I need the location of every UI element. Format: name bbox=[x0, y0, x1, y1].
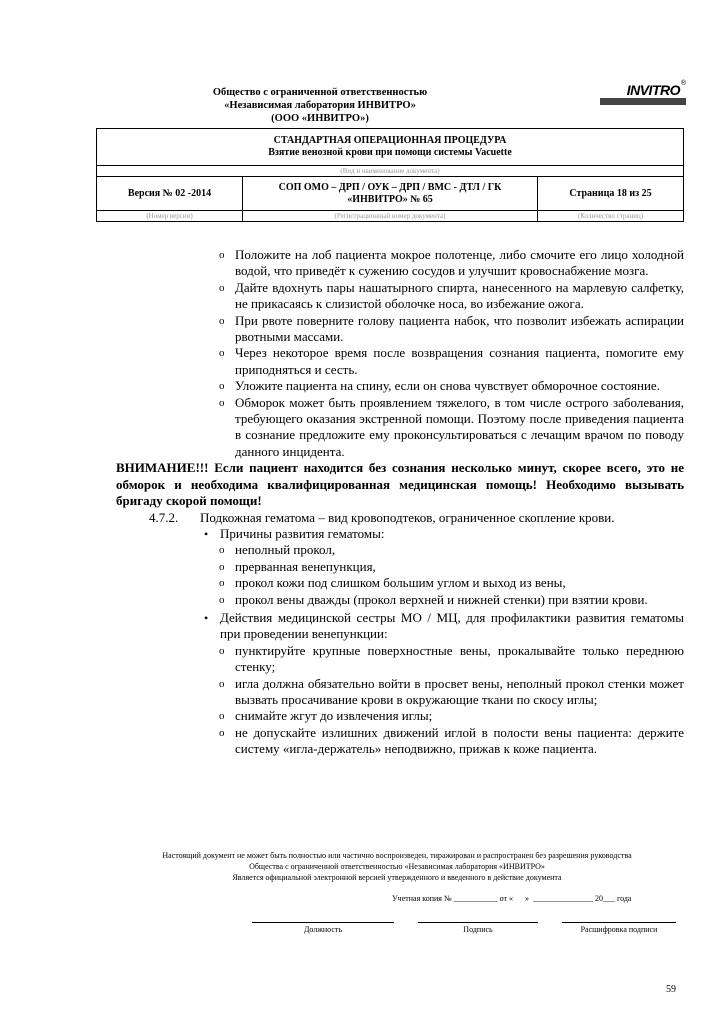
list-item bbox=[219, 542, 684, 558]
list-item-text: Уложите пациента на спину, если он снова чувствует обморочное состояние. bbox=[235, 378, 660, 394]
company-line-2: «Независимая лаборатория ИНВИТРО» bbox=[224, 100, 416, 111]
list-item-text: Положите на лоб пациента мокрое полотенце, либо смочите его лицо холодной водой, что приведёт к сужению сосудов и улучшит кровоснабжение мозга. bbox=[235, 247, 684, 279]
decode-signature-line bbox=[562, 922, 676, 923]
logo-bar bbox=[600, 98, 686, 105]
bullet-item bbox=[204, 610, 684, 643]
page-number: 59 bbox=[666, 984, 676, 995]
list-item-text: не допускайте излишних движений иглой в полости вены пациента: держите систему «игла-держатель» неподвижно, прижав к коже пациента. bbox=[235, 724, 684, 757]
list-item-text: прокол вены дважды (прокол верхней и нижней стенки) при взятии крови. bbox=[235, 591, 648, 607]
circle-bullet-icon: o bbox=[219, 677, 225, 690]
position-signature-line bbox=[252, 922, 394, 923]
signature-line bbox=[418, 922, 538, 923]
list-item-text: прерванная венепункция, bbox=[235, 558, 376, 574]
list-item bbox=[219, 247, 684, 280]
circle-bullet-icon: o bbox=[219, 314, 225, 327]
version-caption: (Номер версии) bbox=[97, 211, 243, 222]
circle-bullet-icon: o bbox=[219, 544, 225, 557]
actions-heading: Действия медицинской сестры МО / МЦ, для профилактики развития гематомы при проведении венепункции: bbox=[220, 609, 684, 642]
section-text: Подкожная гематома – вид кровоподтеков, ограниченное скопление крови. bbox=[200, 509, 615, 525]
header-subtitle: Взятие венозной крови при помощи системы Vacuette bbox=[268, 147, 512, 158]
list-item-text: снимайте жгут до извлечения иглы; bbox=[235, 708, 433, 724]
circle-bullet-icon: o bbox=[219, 710, 225, 723]
circle-bullet-icon: o bbox=[219, 380, 225, 393]
circle-bullet-icon: o bbox=[219, 249, 225, 261]
doc-name-caption: (Вид и наименование документа) bbox=[97, 166, 684, 177]
page-count-cell: Страница 18 из 25 bbox=[538, 177, 684, 211]
list-item-text: При рвоте поверните голову пациента набок, что позволит избежать аспирации рвотными массами. bbox=[235, 312, 684, 345]
registered-copy-line: Учетная копия № ___________ от « » _______________ 20___ года bbox=[392, 894, 632, 903]
list-item bbox=[219, 559, 684, 575]
footer-line-2: Общества с ограниченной ответственностью «Независимая лаборатория «ИНВИТРО» bbox=[249, 862, 545, 871]
warning-paragraph: ВНИМАНИЕ!!! Если пациент находится без сознания несколько минут, скорее всего, это не обморок и необходима квалифицированная медицинская помощь! Необходимо вызывать бригаду скорой помощи! bbox=[116, 460, 684, 509]
section-number: 4.7.2. bbox=[149, 509, 179, 525]
dot-bullet-icon: • bbox=[204, 610, 209, 625]
pages-caption: (Количество страниц) bbox=[538, 211, 684, 222]
sop-line-2: «ИНВИТРО» № 65 bbox=[347, 193, 433, 205]
logo-text: INVITRO bbox=[626, 82, 680, 98]
list-item bbox=[219, 575, 684, 591]
list-item-text: неполный прокол, bbox=[235, 542, 336, 558]
signature-label: Подпись bbox=[463, 925, 493, 934]
reg-number-caption: (Регистрационный номер документа) bbox=[243, 211, 538, 222]
list-item-text: Дайте вдохнуть пары нашатырного спирта, нанесенного на марлевую салфетку, не прикасаясь к слизистой оболочке носа, во избежание ожога. bbox=[235, 279, 684, 312]
sop-number-cell bbox=[243, 177, 538, 211]
position-label: Должность bbox=[303, 925, 343, 934]
document-header-table bbox=[96, 128, 684, 222]
list-item bbox=[219, 592, 684, 608]
circle-bullet-icon: o bbox=[219, 726, 225, 739]
list-item-text: пунктируйте крупные поверхностные вены, прокалывайте только переднюю стенку; bbox=[235, 642, 684, 675]
dot-bullet-icon: • bbox=[204, 526, 209, 541]
footer-line-1: Настоящий документ не может быть полностью или частично воспроизведен, тиражирован и распространен без разрешения руководства bbox=[162, 851, 632, 860]
list-item bbox=[219, 313, 684, 346]
list-item-text: Через некоторое время после возвращения сознания пациента, помогите ему приподняться и сесть. bbox=[235, 345, 684, 377]
company-name-block bbox=[190, 86, 450, 125]
logo-registered-mark: ® bbox=[680, 80, 686, 87]
list-item bbox=[219, 395, 684, 461]
circle-bullet-icon: o bbox=[219, 396, 225, 409]
list-item bbox=[219, 725, 684, 758]
footer-disclaimer bbox=[110, 850, 684, 883]
list-item-text: прокол кожи под слишком большим углом и выход из вены, bbox=[235, 575, 566, 591]
circle-bullet-icon: o bbox=[219, 577, 225, 590]
circle-bullet-icon: o bbox=[219, 560, 225, 573]
header-title-cell bbox=[97, 129, 684, 166]
circle-bullet-icon: o bbox=[219, 281, 225, 294]
company-line-1: Общество с ограниченной ответственностью bbox=[212, 87, 428, 98]
list-item bbox=[219, 280, 684, 313]
list-item-text: Обморок может быть проявлением тяжелого, в том числе острого заболевания, требующего оказания экстренной помощи. Поэтому после приведения пациента в сознание предложите ему проконсультироваться с лечащим врачом по поводу данного инцидента. bbox=[235, 394, 684, 459]
list-item bbox=[219, 708, 684, 724]
causes-heading: Причины развития гематомы: bbox=[220, 525, 385, 541]
header-title: СТАНДАРТНАЯ ОПЕРАЦИОННАЯ ПРОЦЕДУРА bbox=[273, 135, 507, 146]
section-heading bbox=[149, 510, 684, 526]
list-item bbox=[219, 643, 684, 676]
list-item bbox=[219, 378, 684, 394]
circle-bullet-icon: o bbox=[219, 347, 225, 360]
company-line-3: (ООО «ИНВИТРО») bbox=[271, 113, 369, 124]
invitro-logo bbox=[600, 82, 686, 102]
document-body bbox=[116, 247, 684, 758]
decode-label: Расшифровка подписи bbox=[580, 925, 658, 934]
list-item-text: игла должна обязательно войти в просвет вены, неполный прокол стенки может вызвать просачивание крови в окружающие ткани по скосу иглы; bbox=[235, 675, 684, 707]
bullet-item bbox=[204, 526, 684, 542]
circle-bullet-icon: o bbox=[219, 593, 225, 606]
circle-bullet-icon: o bbox=[219, 644, 225, 657]
sop-line-1: СОП ОМО – ДРП / ОУК – ДРП / ВМС - ДТЛ / ГК bbox=[278, 181, 502, 193]
version-cell: Версия № 02 -2014 bbox=[97, 177, 243, 211]
list-item bbox=[219, 345, 684, 378]
footer-line-3: Является официальной электронной версией утвержденного и введенного в действие документа bbox=[232, 873, 562, 882]
list-item bbox=[219, 676, 684, 709]
